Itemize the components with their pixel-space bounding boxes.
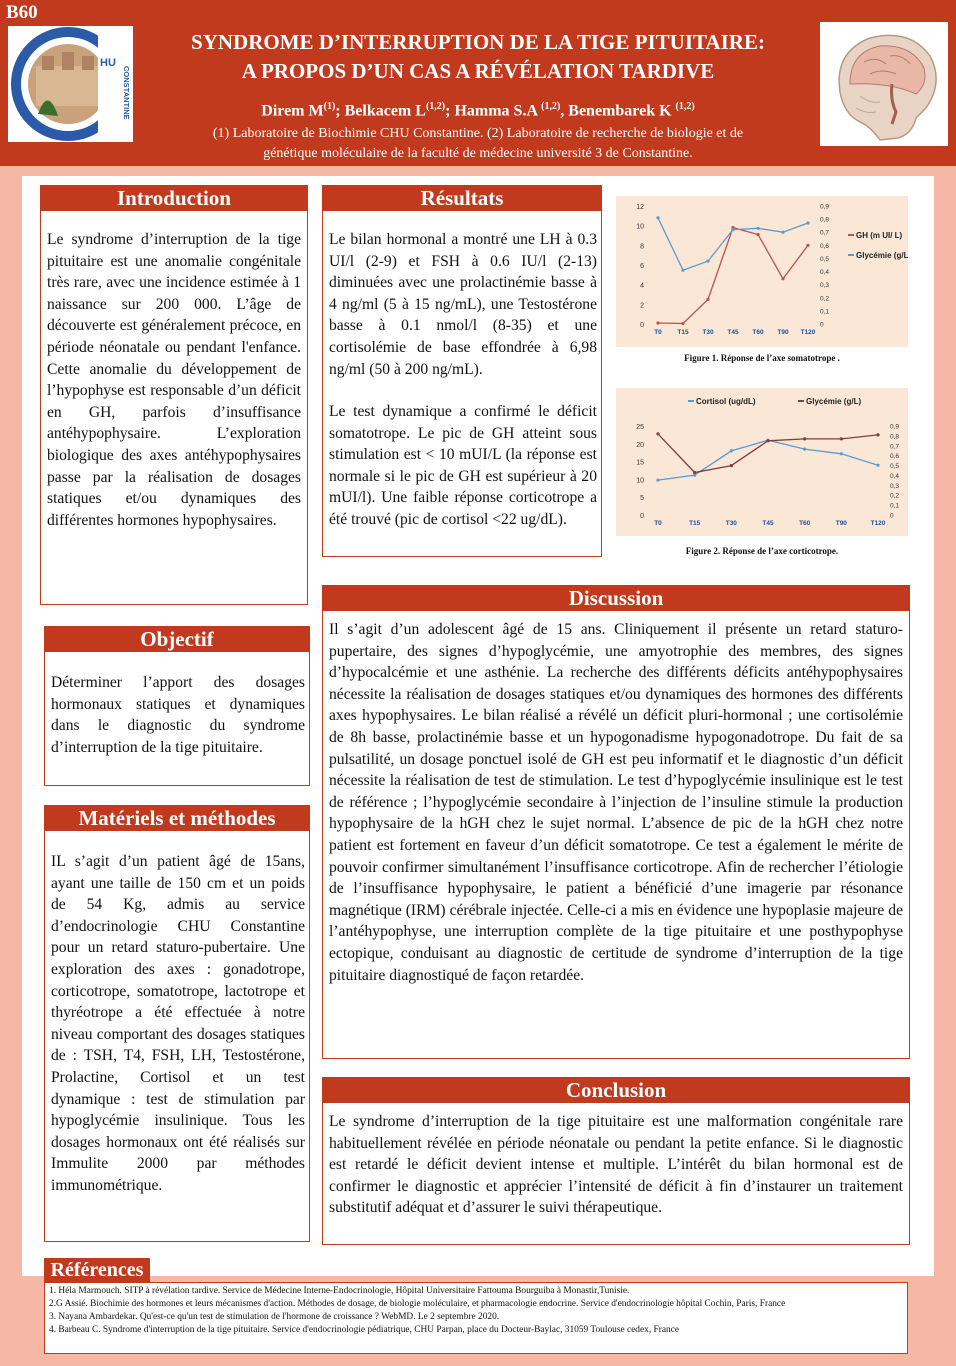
y-tick-label: 12: [636, 204, 644, 211]
series-point: [756, 233, 759, 236]
affiliation-line-1: (1) Laboratoire de Biochimie CHU Constantine. (2) Laboratoire de recherche de biologie et de: [212, 126, 744, 141]
series-point: [730, 464, 733, 467]
logo-city-text: CONSTANTINE: [122, 66, 131, 120]
series-line: [658, 440, 878, 480]
legend-label: Glycémie (g/L): [806, 397, 862, 406]
author-name: Belkacem L: [344, 102, 426, 120]
author-affil: (1,2): [675, 101, 695, 112]
series-point: [693, 471, 696, 474]
series-point: [840, 452, 843, 455]
y-tick-label: 20: [636, 441, 644, 449]
resultats-heading: Résultats: [322, 185, 602, 211]
author-name: Direm M: [261, 102, 324, 120]
series-point: [656, 321, 659, 324]
y2-tick-label: 0: [890, 512, 894, 520]
x-tick-label: T90: [835, 520, 847, 527]
x-tick-label: T45: [762, 520, 774, 527]
poster-title: [140, 28, 816, 86]
poster-header: [0, 0, 956, 166]
resultats-box: [322, 186, 602, 557]
series-point: [656, 432, 659, 435]
references-list: [44, 1282, 908, 1354]
series-point: [681, 322, 684, 325]
series-point: [731, 228, 734, 231]
poster-code: B60: [6, 2, 38, 23]
y2-tick-label: 0,2: [820, 295, 830, 303]
logo-hu-text: HU: [100, 57, 116, 69]
author-affil: (1,2): [425, 101, 446, 112]
reference-item: 3. Nayana Ambardekar. Qu'est-ce qu'un test de stimulation de l'hormone de croissance ? WebMD. Le 2 septembre 2020.: [49, 1312, 500, 1322]
x-tick-label: T60: [752, 329, 764, 336]
legend-label: Glycémie (g/L): [856, 251, 908, 260]
x-tick-label: T0: [654, 329, 662, 336]
reference-item: 2.G Assié. Biochimie des hormones et leurs mécanismes d'action. Méthodes de dosage, de biologie moléculaire, et pharmacologie endocrine. Service d'endocrinologie hôpital Cochin, Paris, France: [49, 1299, 786, 1309]
figure-1: [616, 196, 908, 347]
affiliations: [140, 124, 816, 164]
y-tick-label: 10: [636, 477, 644, 485]
y2-tick-label: 0,3: [890, 482, 900, 490]
y2-tick-label: 0,5: [820, 255, 830, 263]
series-line: [658, 218, 808, 270]
resultats-text-1: Le bilan hormonal a montré une LH à 0.3 UI/l (2-9) et FSH à 0.6 IU/l (2-13) diminuées avec une prolactinémie basse à 4 ng/ml (5 à 15 ng/mL), une Testostérone basse à 0.1 nmol/l (8-35) et une cortisolémie de base effondrée à 6,98 ng/ml (50 à 200 ng/mL).: [329, 231, 597, 378]
reference-item: 4. Barbeau C. Syndrome d'interruption de la tige pituitaire. Service d'endocrinologie pédiatrique, CHU Parpan, place du Docteur-Baylac, 31059 Toulouse cedex, France: [49, 1325, 680, 1335]
y2-tick-label: 0,1: [890, 502, 900, 510]
y2-tick-label: 0,7: [820, 229, 830, 237]
x-tick-label: T30: [702, 329, 714, 336]
methodes-text: IL s’agit d’un patient âgé de 15ans, ayant une taille de 150 cm et un poids de 54 Kg, admis au service d’endocrinologie CHU Constantine pour un retard staturo-pubertaire. Une exploration des axes : gonadotrope, corticotrope, somatotrope, lactotrope et thyréotrope a été effectuée à notre niveau comportant des dosages statiques de : TSH, T4, FSH, LH, Testostérone, Prolactine, Cortisol et un test dynamique : test de stimulation par hypoglycémie insulinique. Tous les dosages hormonaux ont été réalisés sur Immulite 2000 par méthodes immunométrique.: [51, 853, 305, 1194]
author-name: Benembarek K: [568, 102, 676, 120]
discussion-box: [322, 586, 910, 1059]
introduction-text: Le syndrome d’interruption de la tige pituitaire est une anomalie congénitale très rare, avec une incidence estimée à 1 naissance sur 200 000. L’âge de découverte est généralement précoce, en période néonatale ou pendant l'enfance. Cette anomalie du développement de l’hypophyse est responsable d’un déficit en GH, parfois d’insuffisance antéhypophysaire. L’exploration biologique des axes antéhypophysaires passe par la réalisation de dosages statiques et/ou dynamiques des différentes hormones hypophysaires.: [47, 231, 301, 529]
authors: Direm $M^{(1)}$; Belkacem L$^{(1,2)}$; Hamma S.A $^{(1,2)}$, Benembarek K $^{(1,2)}$: [261, 101, 695, 120]
x-tick-label: T120: [800, 329, 816, 336]
introduction-box: [40, 186, 308, 605]
y2-tick-label: 0,1: [820, 308, 830, 316]
chu-logo: [8, 26, 133, 142]
methodes-box: [44, 806, 310, 1242]
y2-tick-label: 0,3: [820, 282, 830, 290]
author-affil: (1,2): [541, 101, 561, 112]
chu-logo-graphic: [8, 26, 133, 142]
x-tick-label: T120: [870, 520, 886, 527]
y-tick-label: 8: [640, 243, 644, 251]
conclusion-text: Le syndrome d’interruption de la tige pituitaire est une malformation congénitale rare habituellement révélée en période néonatale ou pendant la petite enfance. Si le diagnostic est retardé le déficit devient intense et multiple. L’intérêt du bilan hormonal est de confirmer le diagnostic et apprécier l’intensité de déficit à fin d’instaurer un traitement substitutif adéquat et d’assurer le suivi thérapeutique.: [329, 1113, 903, 1217]
affiliation-line-2: génétique moléculaire de la faculté de médecine université 3 de Constantine.: [263, 146, 693, 161]
y2-tick-label: 0,8: [890, 433, 900, 441]
series-point: [803, 437, 806, 440]
author-name: Hamma S.A: [454, 102, 542, 120]
series-point: [806, 221, 809, 224]
title-line-1: SYNDROME D’INTERRUPTION DE LA TIGE PITUITAIRE:: [191, 30, 765, 54]
x-tick-label: T15: [677, 329, 689, 336]
y2-tick-label: 0,8: [820, 216, 830, 224]
title-line-2: A PROPOS D’UN CAS A RÉVÉLATION TARDIVE: [241, 59, 715, 83]
series-point: [656, 479, 659, 482]
y-tick-label: 0: [640, 513, 644, 520]
series-point: [781, 231, 784, 234]
y2-tick-label: 0,4: [890, 472, 900, 480]
y2-tick-label: 0,7: [890, 443, 900, 451]
x-tick-label: T60: [799, 520, 811, 527]
y2-tick-label: 0: [820, 321, 824, 329]
discussion-heading: Discussion: [322, 585, 910, 611]
figure-1-caption: Figure 1. Réponse de l’axe somatotrope .: [684, 353, 840, 363]
reference-item: 1. Héla Marmouch. SITP à révélation tardive. Service de Médecine Interne-Endocrinologie, Hôpital Universitaire Fattouma Bourguiba à Monastir,Tunisie.: [49, 1286, 630, 1296]
x-tick-label: T45: [727, 329, 739, 336]
series-point: [806, 244, 809, 247]
series-point: [730, 449, 733, 452]
objectif-text: Déterminer l’apport des dosages hormonaux statiques et dynamiques dans le diagnostic du syndrome d’interruption de la tige pituitaire.: [51, 674, 305, 756]
introduction-heading: Introduction: [40, 185, 308, 211]
y2-tick-label: 0,9: [890, 423, 900, 431]
figure-2-chart: [616, 388, 908, 536]
series-point: [706, 298, 709, 301]
legend-label: Cortisol (ug/dL): [696, 397, 756, 406]
methodes-heading: Matériels et méthodes: [44, 805, 310, 831]
series-point: [781, 277, 784, 280]
figure-2: [616, 388, 908, 536]
x-tick-label: T15: [689, 520, 701, 527]
objectif-box: [44, 627, 310, 786]
y-tick-label: 4: [640, 282, 644, 290]
y-tick-label: 15: [636, 459, 644, 467]
references-heading: Références: [44, 1258, 150, 1282]
y2-tick-label: 0,6: [820, 242, 830, 250]
series-point: [706, 260, 709, 263]
brain-illustration: [820, 22, 948, 146]
y-tick-label: 10: [636, 223, 644, 231]
resultats-text-2: Le test dynamique a confirmé le déficit somatotrope. Le pic de GH atteint sous stimulation est < 10 mUI/L (la réponse est normale si le pic de GH est supérieur à 20 mUI/l). Une faible réponse corticotrope a été trouvé (pic de cortisol <22 ug/dL).: [329, 403, 597, 528]
y2-tick-label: 0,5: [890, 463, 900, 471]
figure-1-chart: [616, 196, 908, 347]
y-tick-label: 0: [640, 322, 644, 329]
series-point: [756, 227, 759, 230]
series-point: [876, 433, 879, 436]
series-line: [658, 228, 808, 324]
x-tick-label: T90: [777, 329, 789, 336]
series-point: [656, 216, 659, 219]
y2-tick-label: 0,9: [820, 203, 830, 211]
author-affil: (1): [323, 101, 336, 112]
objectif-heading: Objectif: [44, 626, 310, 652]
conclusion-heading: Conclusion: [322, 1077, 910, 1103]
series-point: [681, 269, 684, 272]
x-tick-label: T30: [725, 520, 737, 527]
series-point: [876, 464, 879, 467]
series-point: [803, 448, 806, 451]
y2-tick-label: 0,6: [890, 453, 900, 461]
y-tick-label: 5: [640, 495, 644, 503]
y2-tick-label: 0,2: [890, 492, 900, 500]
y-tick-label: 25: [636, 424, 644, 431]
conclusion-box: [322, 1078, 910, 1245]
brain-image: [820, 22, 948, 146]
y-tick-label: 6: [640, 263, 644, 270]
legend-label: GH (m UI/ L): [856, 231, 903, 240]
discussion-text: Il s’agit d’un adolescent âgé de 15 ans. Cliniquement il présente un retard staturo-pupertaire, des signes d’hypoglycémie, une amyotrophie des membres, des signes d’hypocalcémie et une asthénie. La recherche des différents déficits antéhypophysaires nécessite la réalisation de dosages statiques et/ou dynamiques des hormones des différents axes hypophysaires. Le bilan réalisé a révélé un déficit pluri-hormonal ; une cortisolémie de 8h basse, prolactinémie basse et un hypogonadisme hypogonadotrope. Du fait de sa pulsatilité, un dosage ponctuel isolé de GH est peu informatif et le diagnostic d’un déficit nécessite la réalisation de test de stimulation. Le test d’hypoglycémie insulinique est le test de référence ; l’hypoglycémie secondaire à l’injection de l’insuline stimule la production hypophysaire de la hGH chez le sujet normal. L’absence de pic de la hGH chez notre patient est fortement en faveur d’un déficit somatotrope. Ce test a également le mérite de pouvoir confirmer simultanément l’insuffisance corticotrope. Afin de rechercher l’étiologie de l’insuffisance hypophysaire, le patient a bénéficié d’une imagerie par résonance magnétique (IRM) cérébrale injectée. Celle-ci a mis en évidence une hypoplasie majeure de l’antéhypophyse, une interruption complète de la tige pituitaire et une posthypophyse ectopique, conduisant au diagnostic de certitude de syndrome d’interruption de la tige pituitaire diagnostiqué de façon retardée.: [329, 621, 903, 984]
y2-tick-label: 0,4: [820, 269, 830, 277]
figure-2-caption: Figure 2. Réponse de l’axe corticotrope.: [685, 546, 839, 556]
series-point: [766, 439, 769, 442]
x-tick-label: T0: [654, 520, 662, 527]
y-tick-label: 2: [640, 302, 644, 310]
series-point: [840, 437, 843, 440]
